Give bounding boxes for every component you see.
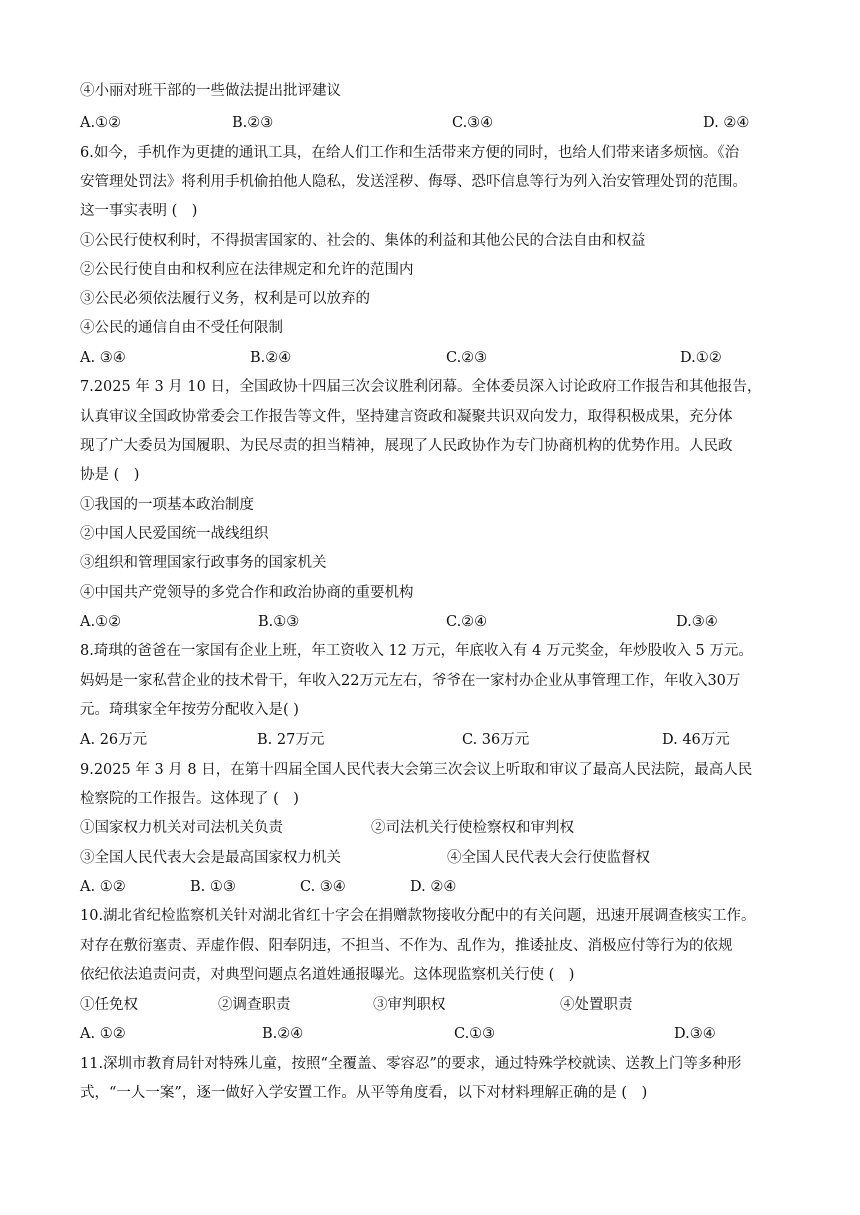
q7-option-b: B.①③ bbox=[258, 614, 300, 630]
q6-item-1: ①公民行使权利时，不得损害国家的、社会的、集体的利益和其他公民的合法自由和权益 bbox=[80, 233, 646, 249]
q7-item-1: ①我国的一项基本政治制度 bbox=[80, 497, 254, 513]
q9-option-c: C. ③④ bbox=[300, 879, 346, 895]
q9-item-3: ③全国人民代表大会是最高国家权力机关 bbox=[80, 850, 341, 866]
q10-item-1: ①任免权 bbox=[80, 997, 138, 1013]
q5-item-4: ④小丽对班干部的一些做法提出批评建议 bbox=[80, 83, 341, 99]
q11-stem-line-1: 11.深圳市教育局针对特殊儿童，按照“全覆盖、零容忍”的要求，通过特殊学校就读、送教上门等多种形 bbox=[80, 1056, 742, 1072]
q10-option-d: D.③④ bbox=[674, 1026, 716, 1042]
q7-item-4: ④中国共产党领导的多党合作和政治协商的重要机构 bbox=[80, 585, 414, 601]
q8-stem-line-1: 8.琦琪的爸爸在一家国有企业上班，年工资收入 12 万元，年底收入有 4 万元奖金，年炒股收入 5 万元。 bbox=[80, 643, 753, 659]
q9-option-a: A. ①② bbox=[80, 879, 126, 895]
q6-option-a: A. ③④ bbox=[80, 350, 126, 366]
q8-option-c: C. 36万元 bbox=[462, 732, 530, 748]
q7-stem-line-1: 7.2025 年 3 月 10 日，全国政协十四届三次会议胜利闭幕。全体委员深入讨论政府工作报告和其他报告， bbox=[80, 379, 762, 395]
q7-stem-line-3: 现了广大委员为国履职、为民尽责的担当精神，展现了人民政协作为专门协商机构的优势作用。人民政 bbox=[80, 438, 733, 454]
q10-stem-line-2: 对存在敷衍塞责、弄虚作假、阳奉阴违，不担当、不作为、乱作为，推诿扯皮、消极应付等行为的依规 bbox=[80, 938, 733, 954]
q6-option-b: B.②④ bbox=[250, 350, 292, 366]
q5-option-c: C.③④ bbox=[452, 115, 494, 131]
q7-item-3: ③组织和管理国家行政事务的国家机关 bbox=[80, 555, 327, 571]
q6-option-d: D.①② bbox=[680, 350, 722, 366]
q6-item-3: ③公民必须依法履行义务，权利是可以放弃的 bbox=[80, 291, 370, 307]
q8-option-a: A. 26万元 bbox=[80, 732, 148, 748]
q10-stem-line-1: 10.湖北省纪检监察机关针对湖北省红十字会在捐赠款物接收分配中的有关问题，迅速开展调查核实工作。 bbox=[80, 908, 756, 924]
q7-stem-line-4: 协是 ( ) bbox=[80, 467, 140, 483]
q10-item-2: ②调查职责 bbox=[218, 997, 291, 1013]
q7-option-d: D.③④ bbox=[676, 614, 718, 630]
q6-option-c: C.②③ bbox=[446, 350, 488, 366]
q9-item-4: ④全国人民代表大会行使监督权 bbox=[447, 850, 650, 866]
q9-item-2: ②司法机关行使检察权和审判权 bbox=[371, 820, 574, 836]
q9-option-d: D. ②④ bbox=[410, 879, 457, 895]
q5-option-d: D. ②④ bbox=[703, 115, 750, 131]
q5-option-a: A.①② bbox=[80, 115, 122, 131]
q10-option-c: C.①③ bbox=[454, 1026, 496, 1042]
q10-item-4: ④处置职责 bbox=[560, 997, 633, 1013]
q8-option-d: D. 46万元 bbox=[662, 732, 730, 748]
q7-item-2: ②中国人民爱国统一战线组织 bbox=[80, 526, 269, 542]
q10-item-3: ③审判职权 bbox=[373, 997, 446, 1013]
q7-option-c: C.②④ bbox=[446, 614, 488, 630]
q10-option-b: B.②④ bbox=[262, 1026, 304, 1042]
q6-item-4: ④公民的通信自由不受任何限制 bbox=[80, 320, 283, 336]
q7-stem-line-2: 认真审议全国政协常委会工作报告等文件，坚持建言资政和凝聚共识双向发力，取得积极成果，充分体 bbox=[80, 409, 733, 425]
q10-option-a: A. ①② bbox=[80, 1026, 126, 1042]
q9-stem-line-1: 9.2025 年 3 月 8 日，在第十四届全国人民代表大会第三次会议上听取和审议了最高人民法院，最高人民 bbox=[80, 762, 753, 778]
q8-stem-line-3: 元。琦琪家全年按劳分配收入是( ) bbox=[80, 702, 299, 718]
q9-stem-line-2: 检察院的工作报告。这体现了 ( ) bbox=[80, 791, 299, 807]
q6-stem-line-1: 6.如今，手机作为更捷的通讯工具，在给人们工作和生活带来方便的同时，也给人们带来诸多烦恼。《治 bbox=[80, 145, 740, 161]
q10-stem-line-3: 依纪依法追责问责，对典型问题点名道姓通报曝光。这体现监察机关行使 ( ) bbox=[80, 967, 575, 983]
q11-stem-line-2: 式，“一人一案”，逐一做好入学安置工作。从平等角度看，以下对材料理解正确的是 ( ) bbox=[80, 1085, 648, 1101]
q6-stem-line-3: 这一事实表明 ( ) bbox=[80, 203, 198, 219]
q7-option-a: A.①② bbox=[80, 614, 122, 630]
q8-option-b: B. 27万元 bbox=[257, 732, 325, 748]
q8-stem-line-2: 妈妈是一家私营企业的技术骨干，年收入22万元左右，爷爷在一家村办企业从事管理工作，年收入30万 bbox=[80, 673, 741, 689]
q6-item-2: ②公民行使自由和权利应在法律规定和允许的范围内 bbox=[80, 262, 414, 278]
q5-option-b: B.②③ bbox=[232, 115, 274, 131]
q6-stem-line-2: 安管理处罚法》将利用手机偷拍他人隐私，发送淫秽、侮辱、恐吓信息等行为列入治安管理处罚的范围。 bbox=[80, 174, 747, 190]
q9-item-1: ①国家权力机关对司法机关负责 bbox=[80, 820, 283, 836]
q9-option-b: B. ①③ bbox=[190, 879, 236, 895]
